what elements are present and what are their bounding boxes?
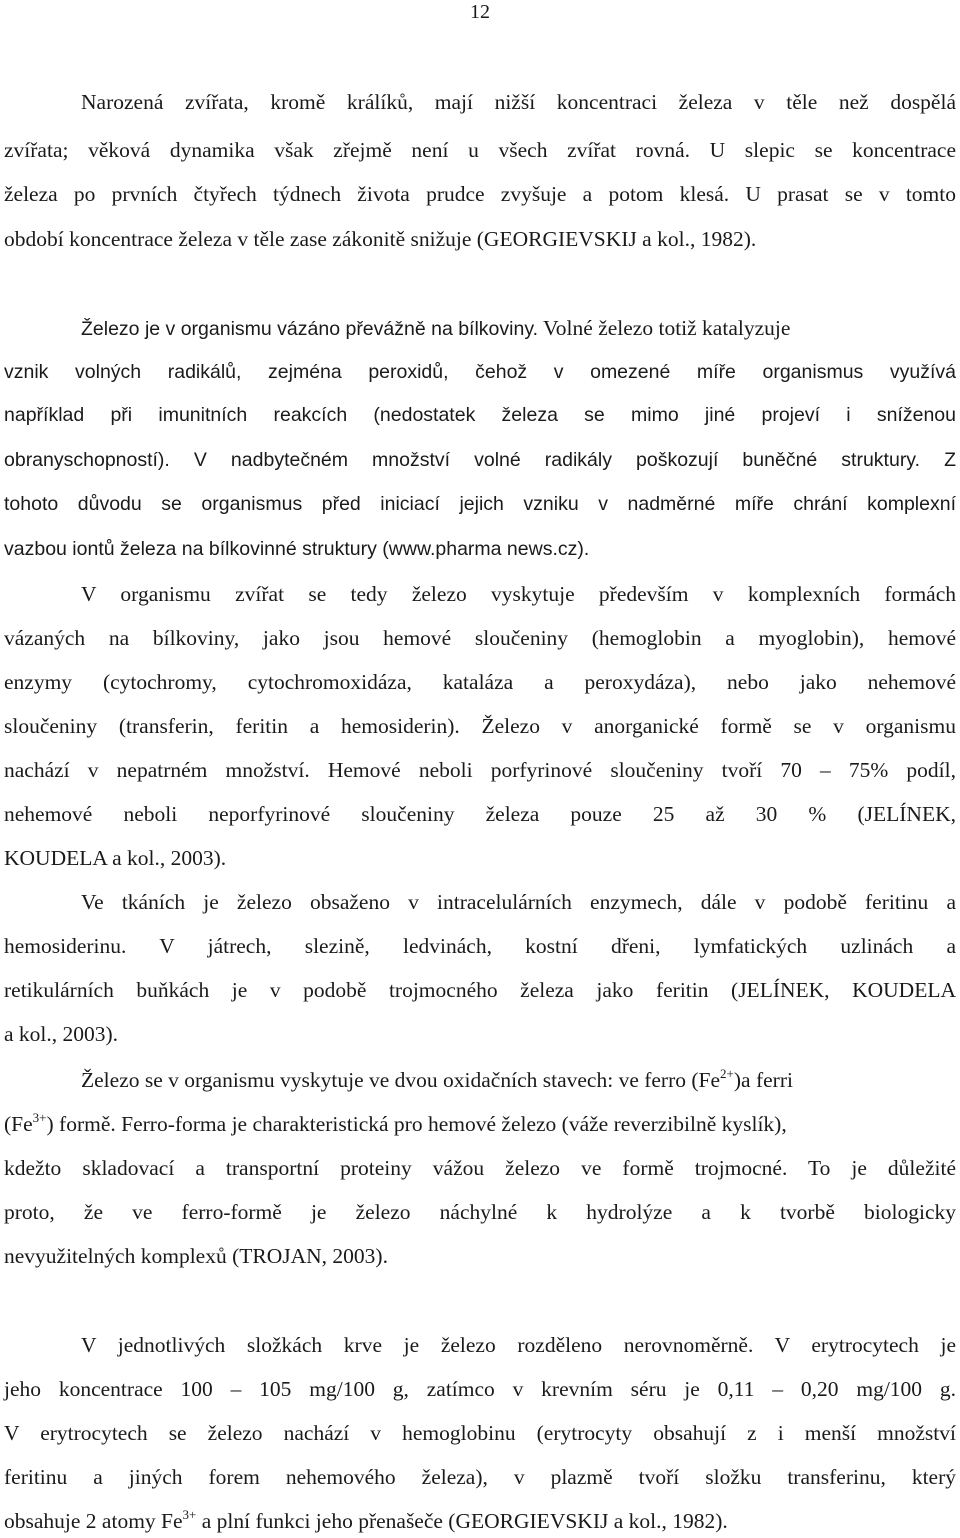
paragraph-1-line: železa po prvních čtyřech týdnech života prudce zvyšuje a potom klesá. U prasat se v tomto — [4, 182, 956, 206]
paragraph-6-line — [4, 1507, 956, 1535]
paragraph-5-line: proto, že ve ferro-formě je železo náchylné k hydrolýze a k tvorbě biologicky — [4, 1200, 956, 1224]
paragraph-3-line: sloučeniny (transferin, feritin a hemosiderin). Železo v anorganické formě se v organismu — [4, 714, 956, 738]
paragraph-2-line: vazbou iontů železa na bílkovinné struktury (www.pharma news.cz). — [4, 538, 590, 560]
paragraph-6-line: V jednotlivých složkách krve je železo rozděleno nerovnoměrně. V erytrocytech je — [81, 1333, 956, 1357]
paragraph-5-line — [4, 1110, 956, 1138]
paragraph-2-lead-rest: Volné železo totiž katalyzuje — [538, 316, 791, 340]
paragraph-5-line: kdežto skladovací a transportní proteiny vážou železo ve formě trojmocné. To je důležité — [4, 1156, 956, 1180]
paragraph-3-line: V organismu zvířat se tedy železo vyskytuje především v komplexních formách — [81, 582, 956, 606]
paragraph-2-line: například při imunitních reakcích (nedostatek železa se mimo jiné projeví i sníženou — [4, 404, 956, 426]
paragraph-1-line: období koncentrace železa v těle zase zákonitě snižuje (GEORGIEVSKIJ a kol., 1982). — [4, 227, 757, 251]
paragraph-6-text: a plní funkci jeho přenašeče (GEORGIEVSKIJ a kol., 1982). — [196, 1509, 728, 1533]
paragraph-2-line: tohoto důvodu se organismus před iniciací jejich vzniku v nadměrné míře chrání komplexní — [4, 493, 956, 515]
paragraph-3-line: enzymy (cytochromy, cytochromoxidáza, kataláza a peroxydáza), nebo jako nehemové — [4, 670, 956, 694]
page-number: 12 — [470, 1, 490, 23]
superscript-charge: 3+ — [32, 1110, 47, 1125]
paragraph-2-line — [4, 314, 956, 343]
superscript-charge: 3+ — [182, 1507, 197, 1522]
paragraph-4-line: hemosiderinu. V játrech, slezině, ledvinách, kostní dřeni, lymfatických uzlinách a — [4, 934, 956, 958]
paragraph-4-line: a kol., 2003). — [4, 1022, 119, 1046]
paragraph-5-line: nevyužitelných komplexů (TROJAN, 2003). — [4, 1244, 388, 1268]
paragraph-5-text: )a ferri — [733, 1068, 793, 1092]
paragraph-5-line — [4, 1066, 956, 1094]
paragraph-1-line: zvířata; věková dynamika však zřejmě není u všech zvířat rovná. U slepic se koncentrace — [4, 138, 956, 162]
paragraph-3-line: nehemové neboli neporfyrinové sloučeniny železa pouze 25 až 30 % (JELÍNEK, — [4, 802, 956, 826]
paragraph-2-lead: Železo je v organismu vázáno převážně na bílkoviny. — [81, 318, 539, 340]
paragraph-5-text: ) formě. Ferro-forma je charakteristická pro hemové železo (váže reverzibilně kyslík), — [46, 1112, 787, 1136]
paragraph-2-line: obranyschopností). V nadbytečném množství volné radikály poškozují buněčné struktury. Z — [4, 449, 956, 471]
paragraph-5-text: (Fe — [4, 1112, 33, 1136]
paragraph-5-text: Železo se v organismu vyskytuje ve dvou oxidačních stavech: ve ferro (Fe — [81, 1068, 721, 1092]
paragraph-1-line: Narozená zvířata, kromě králíků, mají nižší koncentraci železa v těle než dospělá — [81, 90, 956, 114]
paragraph-6-line: feritinu a jiných forem nehemového železa), v plazmě tvoří složku transferinu, který — [4, 1465, 956, 1489]
paragraph-3-line: KOUDELA a kol., 2003). — [4, 846, 227, 870]
paragraph-6-text: obsahuje 2 atomy Fe — [4, 1509, 183, 1533]
paragraph-3-line: nachází v nepatrném množství. Hemové neboli porfyrinové sloučeniny tvoří 70 – 75% podíl, — [4, 758, 956, 782]
superscript-charge: 2+ — [720, 1066, 734, 1081]
paragraph-4-line: Ve tkáních je železo obsaženo v intracelulárních enzymech, dále v podobě feritinu a — [81, 890, 956, 914]
paragraph-2-line: vznik volných radikálů, zejména peroxidů, čehož v omezené míře organismus využívá — [4, 361, 956, 383]
paragraph-6-line: jeho koncentrace 100 – 105 mg/100 g, zatímco v krevním séru je 0,11 – 0,20 mg/100 g. — [4, 1377, 956, 1401]
paragraph-6-line: V erytrocytech se železo nachází v hemoglobinu (erytrocyty obsahují z i menší množství — [4, 1421, 956, 1445]
paragraph-4-line: retikulárních buňkách je v podobě trojmocného železa jako feritin (JELÍNEK, KOUDELA — [4, 978, 956, 1002]
paragraph-3-line: vázaných na bílkoviny, jako jsou hemové sloučeniny (hemoglobin a myoglobin), hemové — [4, 626, 956, 650]
